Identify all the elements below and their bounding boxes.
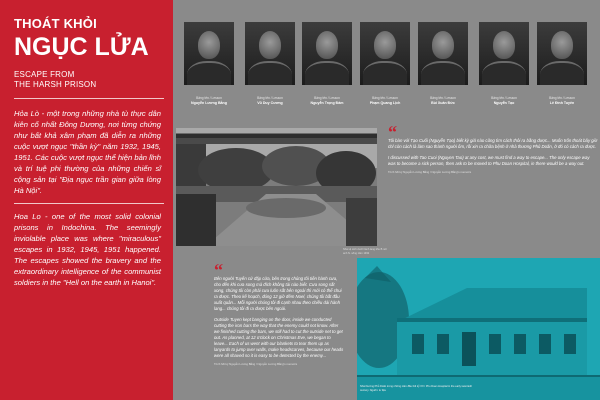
portrait-name: Vũ Duy Cương (257, 101, 283, 105)
portrait-caption: Bảng tên / Lesson (549, 96, 575, 100)
portrait-caption: Bảng tên / Lesson (430, 96, 456, 100)
portrait-caption: Bảng tên / Lesson (257, 96, 283, 100)
quote-block (388, 122, 598, 174)
portrait-card (302, 22, 352, 105)
intro-panel (0, 0, 173, 400)
quote-source: Trích hồi ký Nguyễn Lương Bằng / Nguyễn Lương Bằng's memoirs (214, 362, 298, 366)
portrait-photo (418, 22, 468, 85)
portrait-card (245, 22, 295, 105)
portrait-card (360, 22, 410, 105)
subtitle-line-2: THE HARSH PRISON (14, 80, 97, 89)
title-line-2: NGỤC LỬA (14, 33, 149, 61)
hospital-photo-caption: Nhà thương Phủ Doãn trong những năm đầu thế kỷ XX / Phu Doan Hospital in the early twentieth century. Nguồn: tư liệu (360, 385, 473, 392)
portrait-card (479, 22, 529, 105)
quote-source: Trích hồi ký Nguyễn Lương Bằng / Nguyễn Lương Bằng's memoirs (388, 170, 472, 174)
portrait-photo (479, 22, 529, 85)
portrait-strip (182, 22, 600, 110)
quote-open-icon: “ (214, 260, 223, 280)
portrait-caption: Bảng tên / Lesson (372, 96, 398, 100)
portrait-card (537, 22, 587, 105)
portrait-name: Nguyễn Lương Bằng (191, 101, 227, 105)
portrait-caption: Bảng tên / Lesson (491, 96, 517, 100)
portrait-name: Phạm Quang Lịch (369, 101, 401, 105)
hospital-photo (357, 258, 600, 400)
quote-text-english: Outside Tuyen kept banging on the door, inside we conducted cutting the iron bars the way that the enemy could not know. After we finished cutting the bars, we still had to cut the outside net to get out. As planned, at 12 o'clock on Christmas Eve, we began to leave... Each of us went with our blankets to tear them up as lanyards to jump over walls, make headscarves, because our heads were all shaved so it is easy to be detected by the enemy... (214, 317, 344, 358)
quote-text-vietnamese: Tôi bàn với Tạo Cuối (Nguyễn Tạo) biết kỳ giả nào cũng tìm cách thôi ra bằng được... Muốn trốn thoát bây giờ chỉ còn cách là làm sao thành người ốm, rồi xin ra chữa bệnh ở nhà thương Phủ Doãn, ở đó có cách ra được. (388, 138, 598, 149)
intro-text-vietnamese: Hỏa Lò - một trong những nhà tù thực dân kiên cố nhất Đông Dương, nơi từng chứng như bất khả xâm phạm đã diễn ra những cuộc vượt ngục "thần kỳ" năm 1932, 1945, 1951. Các cuộc vượt ngục thể hiện bản lĩnh và trí tuệ phi thường của những chiến sĩ cộng sản tại "Địa ngục trần gian giữa lòng Hà Nội". (14, 109, 161, 195)
divider (14, 203, 164, 204)
portrait-photo (360, 22, 410, 85)
quote-block (214, 260, 344, 366)
quote-text-vietnamese: Bên người Tuyến cứ đặp cửa, bên trong chúng tôi tiến hành cưa, cho đến khi cưa song mà đích không tài nào biết. Cưa song sắt xong, chúng tôi còn phải cưa luôn sắt bên ngoài thì mới có thể chui ra được. Theo kế hoạch, đúng 12 giờ đêm Noel, chúng tôi bắt đầu xuất quân... Mỗi người chúng tôi đi cạnh nhau theo chiều dài hành lang... chúng tôi đi ra được bên ngoài. (214, 276, 342, 311)
portrait-photo (184, 22, 234, 85)
portrait-card (184, 22, 234, 105)
courtyard-photo-graphic (176, 128, 377, 246)
quote-text-english: I discussed with Tao Cuoi (Nguyen Tao) at any cost, we must find a way to escape... The only escape way was to become a sick person, then ask to be moved to Phu Doan Hospital, in there would be a way out. (388, 155, 590, 166)
intro-text-english: Hoa Lo - one of the most solid colonial prisons in Indochina. The seemingly inviolable place was where "miraculous" escapes in 1932, 1945, 1951 happened. The escapes showed the bravery and the extraordinary intelligence of the communist soldiers in the "Hell on the earth in Hanoi". (14, 212, 161, 287)
portrait-name: Nguyễn Tạo (493, 101, 515, 105)
portrait-photo (537, 22, 587, 85)
portrait-name: Nguyễn Trọng Đảm (310, 101, 344, 105)
subtitle-line-1: ESCAPE FROM (14, 70, 75, 79)
quote-open-icon: “ (388, 122, 397, 142)
portrait-card (418, 22, 468, 105)
portrait-photo (245, 22, 295, 85)
hospital-photo-graphic (357, 258, 600, 400)
title-line-1: THOÁT KHỎI (14, 16, 97, 31)
portrait-name: Lê Đình Tuyến (549, 101, 575, 105)
subtitle (14, 70, 161, 90)
courtyard-photo (176, 128, 377, 246)
portrait-name: Bùi Xuân Đức (431, 101, 455, 105)
courtyard-photo-caption: Nhà vệ sinh dưới hành lang khu B nơi anh N. sống năm 1932 (343, 248, 387, 255)
portrait-caption: Bảng tên / Lesson (196, 96, 222, 100)
divider (14, 98, 164, 99)
portrait-caption: Bảng tên / Lesson (314, 96, 340, 100)
portrait-photo (302, 22, 352, 85)
